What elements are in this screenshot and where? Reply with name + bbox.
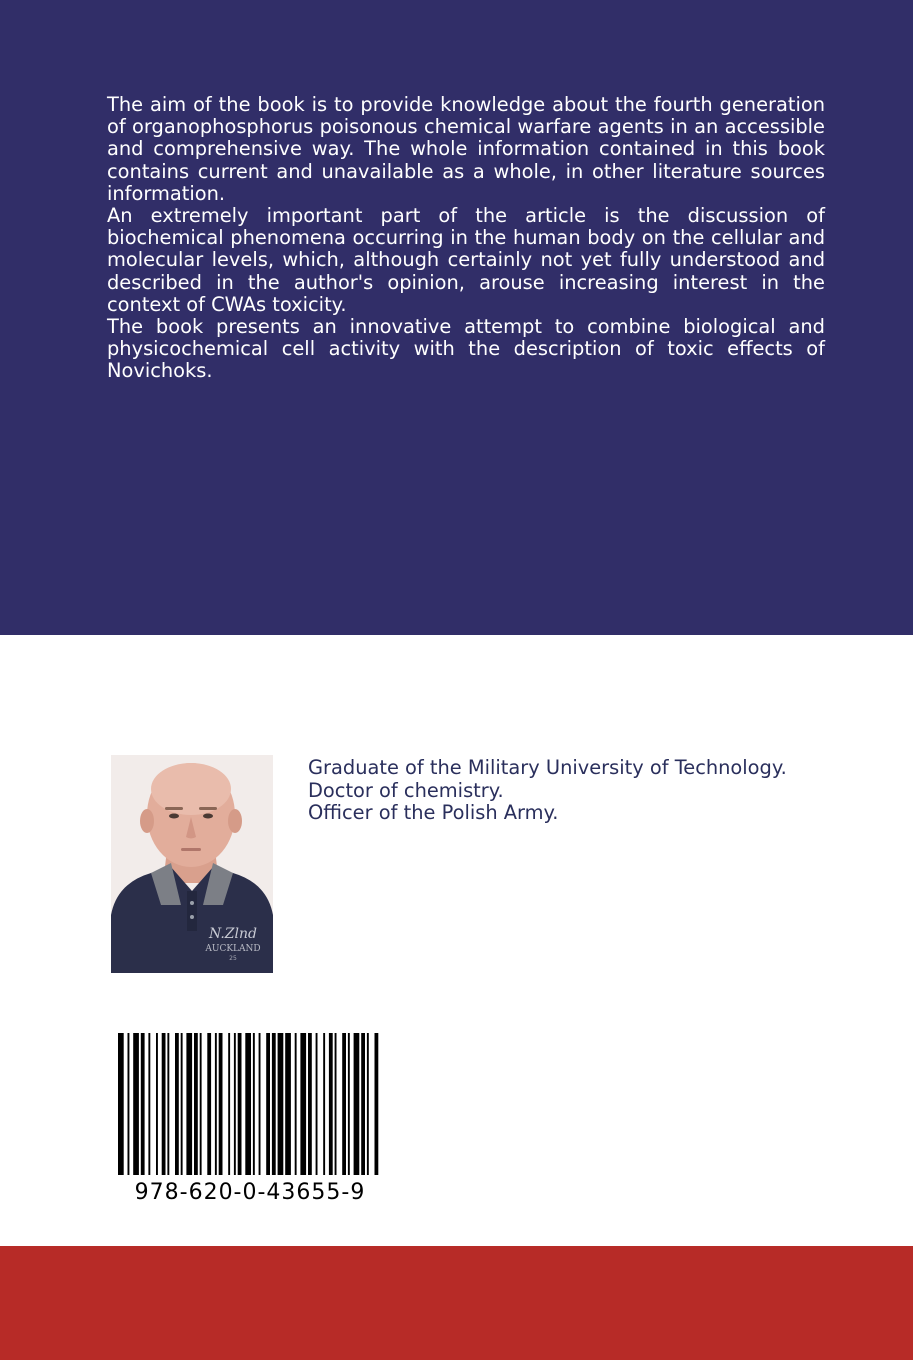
barcode-bar [194,1033,198,1175]
author-portrait-image [111,755,273,973]
barcode-bar [354,1033,360,1175]
barcode-bar [141,1033,145,1175]
barcode-bar [215,1033,217,1175]
barcode-bar [308,1033,312,1175]
svg-text:25: 25 [229,955,237,962]
barcode-bar [259,1033,261,1175]
barcode-bar [335,1033,337,1175]
book-description [107,94,825,383]
barcode-bar [348,1033,350,1175]
barcode-bar [272,1033,276,1175]
isbn-barcode [118,1033,382,1175]
description-paragraph-1: The aim of the book is to provide knowledge about the fourth generation of organophosphorus poisonous chemical warfare agents in an accessible and comprehensive way. The whole information contained in this book contains current and unavailable as a whole, in other literature sources information. [107,93,825,205]
barcode-bar [219,1033,223,1175]
bio-line-3: Officer of the Polish Army. [308,801,559,824]
barcode-bar [323,1033,325,1175]
barcode-bar [367,1033,369,1175]
bio-line-2: Doctor of chemistry. [308,778,504,802]
barcode-bar [278,1033,284,1175]
barcode-bar [181,1033,183,1175]
cover-bottom-band [0,1246,913,1360]
barcode-bar [118,1033,124,1175]
barcode-bar [375,1033,379,1175]
barcode-bar [200,1033,202,1175]
barcode-bar [228,1033,230,1175]
barcode-bar [128,1033,130,1175]
isbn-number: 978-620-0-43655-9 [134,1180,366,1205]
author-bio [308,757,787,825]
author-photo [111,755,273,973]
barcode-bar [342,1033,346,1175]
barcode-bar [167,1033,169,1175]
bio-line-1: Graduate of the Military University of Technology. [308,756,787,779]
barcode-bar [238,1033,242,1175]
barcode-bar [148,1033,150,1175]
svg-text:N.Zlnd: N.Zlnd [209,926,257,942]
barcode-bar [175,1033,179,1175]
barcode-bar [300,1033,306,1175]
barcode-bar [285,1033,291,1175]
description-paragraph-2: An extremely important part of the article is the discussion of biochemical phenomena occurring in the human body on the cellular and molecular levels, which, although certainly not yet fully understood and described in the author's opinion, arouse increasing interest in the context of CWAs toxicity. [107,204,825,316]
barcode-bar [316,1033,318,1175]
barcode-bar [245,1033,251,1175]
barcode-bar [186,1033,192,1175]
barcode-bar [295,1033,297,1175]
barcode-bar [234,1033,236,1175]
barcode-bar [266,1033,270,1175]
barcode-bar [329,1033,333,1175]
barcode-bar [361,1033,365,1175]
barcode-bar [133,1033,139,1175]
barcode-bar [162,1033,166,1175]
barcode-bar [207,1033,211,1175]
barcode-bar [253,1033,255,1175]
description-paragraph-3: The book presents an innovative attempt to combine biological and physicochemical cell activity with the description of toxic effects of Novichoks. [107,315,825,383]
svg-text:AUCKLAND: AUCKLAND [205,944,261,954]
barcode-bar [156,1033,158,1175]
cover-top-band [0,0,913,635]
